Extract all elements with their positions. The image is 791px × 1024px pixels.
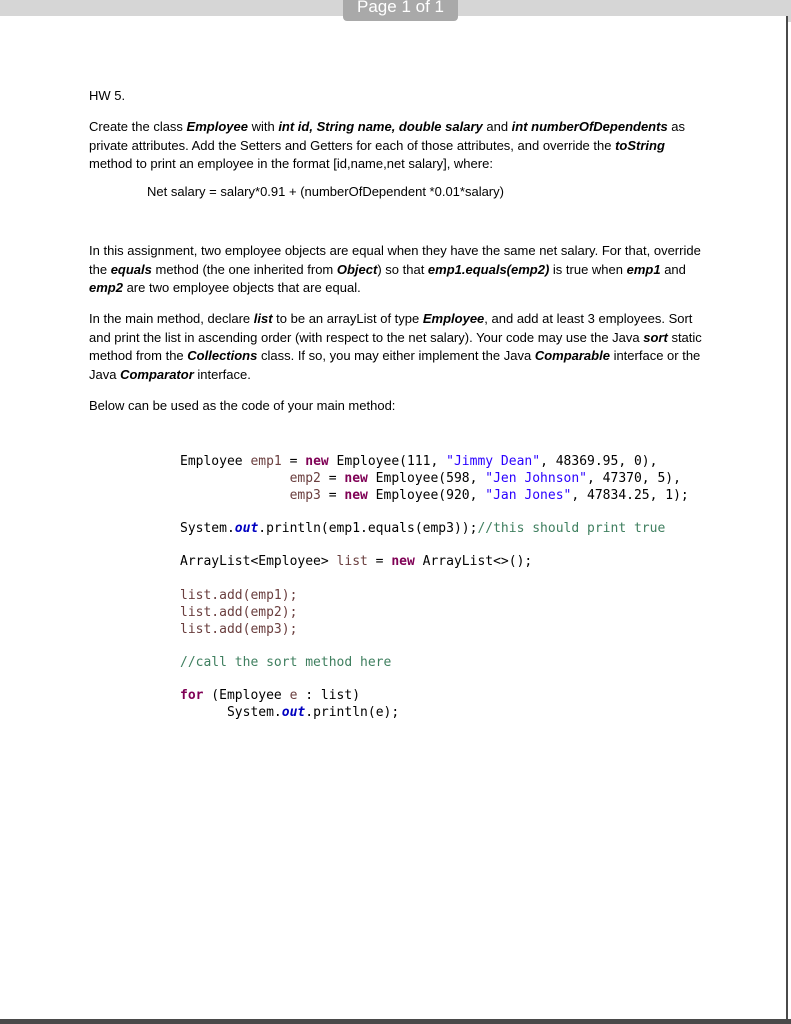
code-line-2: emp2 = new Employee(598, "Jen Johnson", 47370, 5), <box>289 471 681 486</box>
code-line-3: emp3 = new Employee(920, "Jan Jones", 47834.25, 1); <box>289 488 689 503</box>
code-line-5: ArrayList<Employee> list = new ArrayList<>(); <box>180 554 533 569</box>
page-indicator: Page 1 of 1 <box>343 0 458 21</box>
paragraph-code-intro: Below can be used as the code of your main method: <box>89 398 396 413</box>
code-line-1: Employee emp1 = new Employee(111, "Jimmy Dean", 48369.95, 0), <box>180 454 658 469</box>
code-line-11: System.out.println(e); <box>226 705 400 720</box>
paragraph-main-method: In the main method, declare list to be an arrayList of type Employee, and add at least 3 employees. Sort and print the list in ascending order (with respect to the net salary). Your code may use the Java sort static method from the Collections class. If so, you may either implement the Java Comparable interface or the Java Comparator interface. <box>89 311 702 382</box>
paragraph-equals: In this assignment, two employee objects are equal when they have the same net salary. For that, override the equals method (the one inherited from Object) so that emp1.equals(emp2) is true when emp1 and emp2 are two employee objects that are equal. <box>89 243 701 295</box>
code-line-4: System.out.println(emp1.equals(emp3));//this should print true <box>180 521 666 536</box>
code-line-9: //call the sort method here <box>180 655 392 670</box>
assignment-heading: HW 5. <box>89 88 126 103</box>
code-line-7: list.add(emp2); <box>180 605 298 620</box>
viewer-bottom-border <box>0 1019 791 1024</box>
code-line-6: list.add(emp1); <box>180 588 298 603</box>
code-line-10: for (Employee e : list) <box>180 688 361 703</box>
code-line-8: list.add(emp3); <box>180 622 298 637</box>
net-salary-formula: Net salary = salary*0.91 + (numberOfDependent *0.01*salary) <box>147 184 504 199</box>
paragraph-class-definition: Create the class Employee with int id, String name, double salary and int numberOfDependents as private attributes. Add the Setters and Getters for each of those attributes, and override the toString method to print an employee in the format [id,name,net salary], where: <box>89 119 686 171</box>
